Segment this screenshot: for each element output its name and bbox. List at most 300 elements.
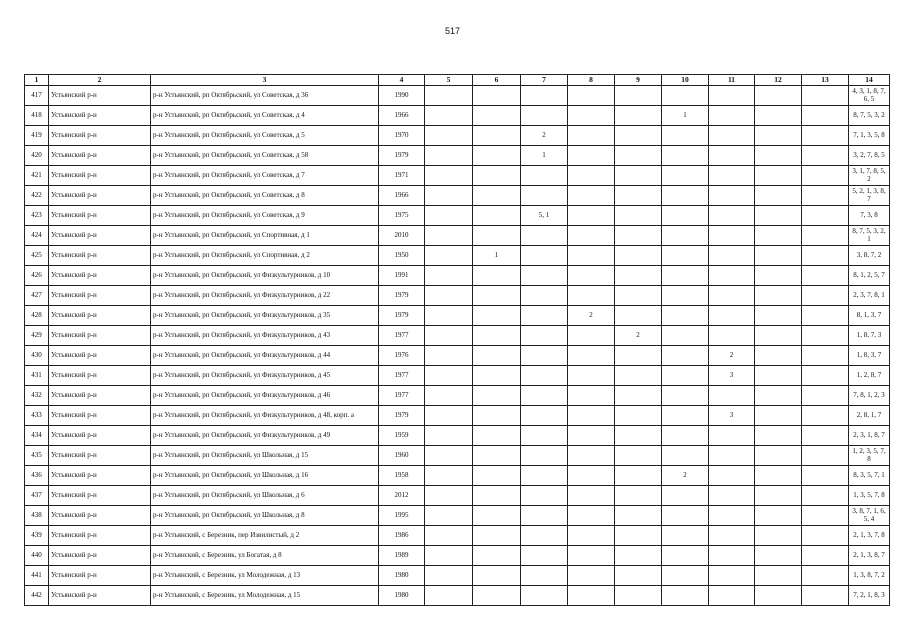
table-cell	[521, 166, 568, 186]
table-cell: Устьянский р-н	[49, 366, 151, 386]
table-cell: р-н Устьянский, рп Октябрьский, ул Советская, д 7	[151, 166, 379, 186]
table-cell: р-н Устьянский, рп Октябрьский, ул Физкультурников, д 48, корп. а	[151, 406, 379, 426]
table-cell: 7, 8, 1, 2, 3	[849, 386, 890, 406]
table-cell	[755, 426, 802, 446]
table-cell	[755, 406, 802, 426]
table-cell	[425, 526, 473, 546]
table-cell	[615, 166, 662, 186]
table-cell	[473, 206, 521, 226]
table-cell	[568, 266, 615, 286]
table-cell	[755, 166, 802, 186]
table-cell	[662, 366, 709, 386]
table-cell	[521, 186, 568, 206]
table-cell: 1975	[379, 206, 425, 226]
table-cell	[662, 526, 709, 546]
table-cell	[662, 346, 709, 366]
table-row	[25, 146, 890, 166]
table-cell	[802, 566, 849, 586]
table-row	[25, 566, 890, 586]
table-cell	[473, 466, 521, 486]
table-cell	[568, 466, 615, 486]
table-row	[25, 306, 890, 326]
table-cell	[662, 546, 709, 566]
table-cell: 436	[25, 466, 49, 486]
table-cell	[615, 126, 662, 146]
table-cell	[568, 166, 615, 186]
table-cell: 1, 2, 8, 7	[849, 366, 890, 386]
table-row	[25, 366, 890, 386]
table-cell: 1, 3, 8, 7, 2	[849, 566, 890, 586]
table-cell: 1	[473, 246, 521, 266]
table-cell	[755, 246, 802, 266]
table-cell	[615, 146, 662, 166]
table-cell: р-н Устьянский, рп Октябрьский, ул Физкультурников, д 35	[151, 306, 379, 326]
table-cell: Устьянский р-н	[49, 526, 151, 546]
table-cell	[568, 546, 615, 566]
table-cell	[709, 466, 755, 486]
table-cell: 1980	[379, 566, 425, 586]
table-cell	[425, 566, 473, 586]
table-cell	[662, 166, 709, 186]
table-cell	[521, 506, 568, 526]
table-cell: 426	[25, 266, 49, 286]
table-cell	[521, 426, 568, 446]
table-cell	[568, 106, 615, 126]
table-cell	[755, 326, 802, 346]
table-row	[25, 206, 890, 226]
table-cell	[615, 106, 662, 126]
table-row	[25, 466, 890, 486]
table-cell	[473, 146, 521, 166]
table-cell	[521, 286, 568, 306]
table-cell: р-н Устьянский, рп Октябрьский, ул Советская, д 36	[151, 86, 379, 106]
table-cell	[568, 346, 615, 366]
table-cell: 1979	[379, 406, 425, 426]
table-cell: Устьянский р-н	[49, 186, 151, 206]
table-cell	[709, 226, 755, 246]
table-cell	[568, 366, 615, 386]
table-cell	[709, 106, 755, 126]
table-cell	[662, 126, 709, 146]
table-cell: 3, 2, 7, 8, 5	[849, 146, 890, 166]
table-cell: Устьянский р-н	[49, 146, 151, 166]
table-cell: 434	[25, 426, 49, 446]
table-cell	[709, 146, 755, 166]
table-cell	[521, 446, 568, 466]
table-cell	[802, 226, 849, 246]
table-cell	[709, 426, 755, 446]
table-cell	[709, 86, 755, 106]
table-cell	[615, 466, 662, 486]
table-cell	[521, 526, 568, 546]
table-cell: Устьянский р-н	[49, 466, 151, 486]
table-cell	[473, 286, 521, 306]
table-cell	[662, 266, 709, 286]
table-cell: Устьянский р-н	[49, 226, 151, 246]
table-cell	[473, 266, 521, 286]
table-cell: р-н Устьянский, с Березник, ул Богатая, д 8	[151, 546, 379, 566]
table-cell: 3	[709, 406, 755, 426]
table-cell: 432	[25, 386, 49, 406]
table-row	[25, 326, 890, 346]
table-cell: 2, 1, 3, 7, 8	[849, 526, 890, 546]
table-cell	[473, 566, 521, 586]
table-cell	[709, 506, 755, 526]
table-cell: 420	[25, 146, 49, 166]
table-cell: Устьянский р-н	[49, 126, 151, 146]
table-cell: 424	[25, 226, 49, 246]
table-cell: 1966	[379, 106, 425, 126]
table-cell	[802, 386, 849, 406]
table-cell	[568, 186, 615, 206]
table-row	[25, 446, 890, 466]
table-cell	[755, 286, 802, 306]
table-cell: 1	[662, 106, 709, 126]
column-header: 8	[568, 75, 615, 86]
table-cell: р-н Устьянский, с Березник, пер Извилистый, д 2	[151, 526, 379, 546]
table-row	[25, 246, 890, 266]
table-cell: Устьянский р-н	[49, 346, 151, 366]
table-cell: Устьянский р-н	[49, 386, 151, 406]
table-cell: 422	[25, 186, 49, 206]
table-cell	[802, 306, 849, 326]
column-header: 3	[151, 75, 379, 86]
table-row	[25, 406, 890, 426]
table-cell: 2	[662, 466, 709, 486]
table-cell	[802, 186, 849, 206]
table-cell	[755, 566, 802, 586]
table-cell: 431	[25, 366, 49, 386]
table-cell	[755, 86, 802, 106]
table-cell	[709, 266, 755, 286]
table-cell: 1977	[379, 386, 425, 406]
table-cell	[755, 106, 802, 126]
table-cell	[473, 526, 521, 546]
table-row	[25, 526, 890, 546]
table-cell: 2010	[379, 226, 425, 246]
table-cell: р-н Устьянский, рп Октябрьский, ул Физкультурников, д 22	[151, 286, 379, 306]
table-cell	[473, 406, 521, 426]
table-cell	[755, 546, 802, 566]
table-row	[25, 186, 890, 206]
table-cell	[615, 346, 662, 366]
table-cell	[473, 106, 521, 126]
table-cell	[755, 146, 802, 166]
table-cell	[521, 326, 568, 346]
table-cell	[425, 206, 473, 226]
table-cell: 8, 1, 2, 5, 7	[849, 266, 890, 286]
column-header: 10	[662, 75, 709, 86]
table-cell	[425, 226, 473, 246]
table-cell: 417	[25, 86, 49, 106]
table-cell	[521, 106, 568, 126]
table-cell: р-н Устьянский, рп Октябрьский, ул Спортивная, д 2	[151, 246, 379, 266]
table-cell	[709, 286, 755, 306]
table-cell	[473, 386, 521, 406]
table-cell	[425, 406, 473, 426]
table-cell	[662, 386, 709, 406]
table-cell	[473, 546, 521, 566]
table-cell	[425, 366, 473, 386]
column-header: 5	[425, 75, 473, 86]
column-header: 9	[615, 75, 662, 86]
table-cell	[802, 426, 849, 446]
table-cell	[709, 566, 755, 586]
table-cell: 3	[709, 366, 755, 386]
table-cell	[473, 586, 521, 606]
table-cell: 1971	[379, 166, 425, 186]
table-cell	[755, 586, 802, 606]
table-cell: 1977	[379, 366, 425, 386]
table-cell: 1991	[379, 266, 425, 286]
table-cell	[425, 86, 473, 106]
table-cell: Устьянский р-н	[49, 206, 151, 226]
table-cell	[709, 186, 755, 206]
table-cell	[568, 326, 615, 346]
table-row	[25, 86, 890, 106]
table-cell: 8, 7, 5, 3, 2	[849, 106, 890, 126]
table-row	[25, 506, 890, 526]
table-cell	[802, 166, 849, 186]
table-cell: 3, 8, 7, 1, 6, 5, 4	[849, 506, 890, 526]
table-cell	[473, 226, 521, 246]
table-cell: 427	[25, 286, 49, 306]
table-cell	[425, 486, 473, 506]
table-cell	[755, 306, 802, 326]
table-cell	[615, 286, 662, 306]
table-cell	[802, 466, 849, 486]
column-header: 13	[802, 75, 849, 86]
table-cell	[615, 566, 662, 586]
table-cell: 1979	[379, 286, 425, 306]
table-cell: р-н Устьянский, рп Октябрьский, ул Физкультурников, д 10	[151, 266, 379, 286]
table-cell: 429	[25, 326, 49, 346]
table-cell	[615, 226, 662, 246]
table-cell: р-н Устьянский, с Березник, ул Молодежная, д 13	[151, 566, 379, 586]
table-cell	[425, 266, 473, 286]
table-cell: р-н Устьянский, рп Октябрьский, ул Советская, д 5	[151, 126, 379, 146]
table-cell	[473, 446, 521, 466]
table-cell	[615, 486, 662, 506]
table-cell	[473, 486, 521, 506]
table-cell: 439	[25, 526, 49, 546]
table-cell: Устьянский р-н	[49, 426, 151, 446]
table-cell: 1989	[379, 546, 425, 566]
table-cell	[521, 566, 568, 586]
register-table	[24, 74, 890, 606]
table-cell	[568, 286, 615, 306]
table-cell	[473, 306, 521, 326]
table-cell: 2	[568, 306, 615, 326]
table-cell: 1980	[379, 586, 425, 606]
table-cell	[615, 86, 662, 106]
table-cell	[755, 226, 802, 246]
table-row	[25, 486, 890, 506]
table-cell	[615, 246, 662, 266]
table-cell	[425, 466, 473, 486]
table-cell: 2, 1, 3, 8, 7	[849, 546, 890, 566]
table-cell: Устьянский р-н	[49, 86, 151, 106]
table-row	[25, 546, 890, 566]
table-cell: р-н Устьянский, с Березник, ул Молодежная, д 15	[151, 586, 379, 606]
table-cell: р-н Устьянский, рп Октябрьский, ул Спортивная, д 1	[151, 226, 379, 246]
table-cell	[709, 306, 755, 326]
table-cell	[473, 506, 521, 526]
table-cell	[568, 386, 615, 406]
table-cell: 1	[521, 146, 568, 166]
table-cell	[802, 506, 849, 526]
table-cell	[568, 246, 615, 266]
table-cell	[425, 246, 473, 266]
table-cell	[615, 446, 662, 466]
table-body	[25, 86, 890, 606]
table-cell: 1, 3, 5, 7, 8	[849, 486, 890, 506]
table-cell: Устьянский р-н	[49, 106, 151, 126]
table-cell: 1970	[379, 126, 425, 146]
table-cell	[568, 446, 615, 466]
table-cell	[521, 246, 568, 266]
table-row	[25, 426, 890, 446]
table-row	[25, 386, 890, 406]
table-cell: 1959	[379, 426, 425, 446]
table-cell	[473, 166, 521, 186]
table-cell: 428	[25, 306, 49, 326]
table-cell	[709, 446, 755, 466]
table-row	[25, 286, 890, 306]
table-cell	[755, 446, 802, 466]
table-cell	[473, 126, 521, 146]
table-cell	[709, 546, 755, 566]
table-cell	[662, 186, 709, 206]
table-cell: 2, 3, 1, 8, 7	[849, 426, 890, 446]
table-cell: 2, 3, 7, 8, 1	[849, 286, 890, 306]
table-cell	[662, 86, 709, 106]
table-cell	[709, 526, 755, 546]
table-cell: р-н Устьянский, рп Октябрьский, ул Школьная, д 8	[151, 506, 379, 526]
table-cell	[709, 166, 755, 186]
table-cell: Устьянский р-н	[49, 266, 151, 286]
table-cell: 2	[521, 126, 568, 146]
table-cell: 438	[25, 506, 49, 526]
table-cell: 1979	[379, 146, 425, 166]
table-cell	[521, 346, 568, 366]
table-cell	[521, 86, 568, 106]
table-cell	[709, 586, 755, 606]
table-cell: р-н Устьянский, рп Октябрьский, ул Советская, д 58	[151, 146, 379, 166]
table-cell: 2, 8, 1, 7	[849, 406, 890, 426]
table-cell	[425, 106, 473, 126]
table-cell	[755, 506, 802, 526]
table-cell: Устьянский р-н	[49, 326, 151, 346]
table-cell: 8, 3, 5, 7, 1	[849, 466, 890, 486]
table-cell	[568, 146, 615, 166]
table-cell	[425, 286, 473, 306]
table-row	[25, 126, 890, 146]
table-cell: 4, 3, 1, 8, 7, 6, 5	[849, 86, 890, 106]
table-cell: 5, 1	[521, 206, 568, 226]
table-cell	[802, 326, 849, 346]
table-cell: р-н Устьянский, рп Октябрьский, ул Школьная, д 15	[151, 446, 379, 466]
table-cell	[473, 186, 521, 206]
table-row	[25, 166, 890, 186]
table-cell	[709, 326, 755, 346]
table-cell	[521, 486, 568, 506]
table-cell: 419	[25, 126, 49, 146]
table-cell	[568, 586, 615, 606]
table-cell: Устьянский р-н	[49, 566, 151, 586]
table-row	[25, 226, 890, 246]
table-cell: 3, 8, 7, 2	[849, 246, 890, 266]
table-cell	[709, 206, 755, 226]
table-cell: Устьянский р-н	[49, 306, 151, 326]
table-cell	[615, 386, 662, 406]
table-cell: 425	[25, 246, 49, 266]
table-cell	[615, 506, 662, 526]
table-cell	[802, 286, 849, 306]
table-cell	[755, 526, 802, 546]
header-row	[25, 75, 890, 86]
table-row	[25, 106, 890, 126]
table-cell	[615, 206, 662, 226]
table-cell: 1, 8, 7, 3	[849, 326, 890, 346]
table-cell: 1960	[379, 446, 425, 466]
table-cell: 1986	[379, 526, 425, 546]
table-cell: р-н Устьянский, рп Октябрьский, ул Физкультурников, д 46	[151, 386, 379, 406]
table-cell	[615, 426, 662, 446]
table-cell	[802, 366, 849, 386]
table-cell	[568, 226, 615, 246]
table-cell: 423	[25, 206, 49, 226]
table-cell	[709, 126, 755, 146]
table-cell	[662, 286, 709, 306]
table-cell: 421	[25, 166, 49, 186]
column-header: 6	[473, 75, 521, 86]
table-cell: 1950	[379, 246, 425, 266]
table-cell	[802, 106, 849, 126]
table-cell	[755, 386, 802, 406]
table-cell	[425, 386, 473, 406]
table-cell: 437	[25, 486, 49, 506]
table-cell: 1, 8, 3, 7	[849, 346, 890, 366]
table-cell	[802, 486, 849, 506]
table-cell	[568, 126, 615, 146]
table-cell	[755, 266, 802, 286]
table-cell	[709, 486, 755, 506]
table-cell	[521, 546, 568, 566]
table-cell: 2	[615, 326, 662, 346]
table-cell: 435	[25, 446, 49, 466]
table-cell	[802, 546, 849, 566]
table-cell: 7, 2, 1, 8, 3	[849, 586, 890, 606]
table-cell: р-н Устьянский, рп Октябрьский, ул Физкультурников, д 45	[151, 366, 379, 386]
table-cell	[568, 526, 615, 546]
table-cell: 1976	[379, 346, 425, 366]
table-cell	[755, 346, 802, 366]
table-cell	[568, 486, 615, 506]
table-cell: 418	[25, 106, 49, 126]
table-cell	[425, 426, 473, 446]
table-cell	[568, 406, 615, 426]
table-row	[25, 266, 890, 286]
table-cell	[662, 306, 709, 326]
table-cell	[521, 406, 568, 426]
table-cell	[473, 86, 521, 106]
table-cell: 2	[709, 346, 755, 366]
table-cell	[568, 86, 615, 106]
column-header: 7	[521, 75, 568, 86]
table-cell	[802, 406, 849, 426]
table-cell: Устьянский р-н	[49, 286, 151, 306]
